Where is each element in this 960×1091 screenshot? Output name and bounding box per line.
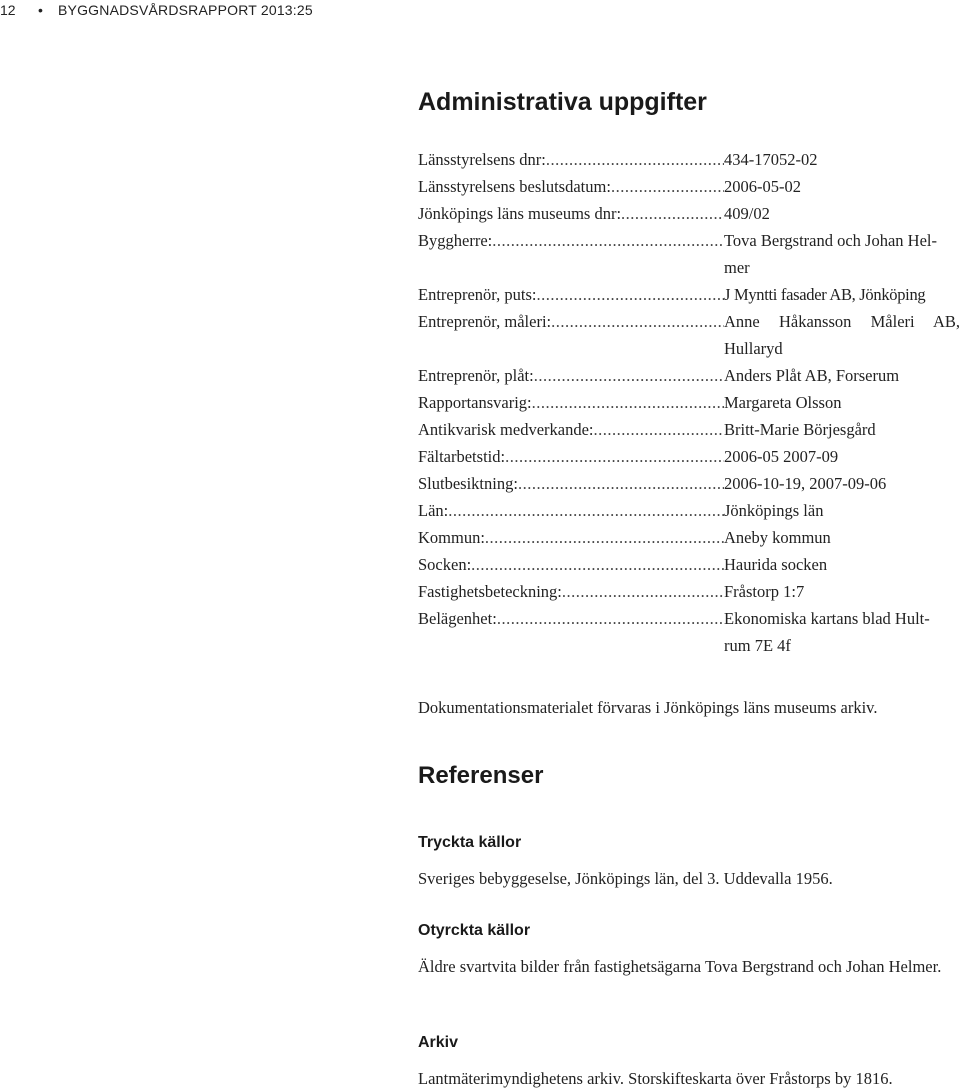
- info-row: [418, 578, 960, 605]
- info-value: 434-17052-02: [724, 150, 818, 169]
- info-row: [418, 200, 960, 227]
- info-row: [418, 416, 960, 443]
- info-label: Fältarbetstid:: [418, 447, 506, 466]
- info-value: 2006-05-02: [724, 177, 801, 196]
- info-value: 2006-10-19, 2007-09-06: [724, 474, 887, 493]
- info-value: Anne Håkansson Måleri AB, Hullaryd: [724, 312, 960, 358]
- archive-note: Dokumentationsmaterialet förvaras i Jönköpings läns museums arkiv.: [418, 698, 878, 717]
- page-number: 12: [0, 2, 16, 18]
- admin-heading: Administrativa uppgifter: [418, 88, 707, 116]
- unprinted-sources-text: Äldre svartvita bilder från fastighetsägarna Tova Bergstrand och Johan Helmer.: [418, 957, 942, 976]
- info-row: [418, 308, 960, 362]
- info-value: Britt-Marie Börjesgård: [724, 420, 876, 439]
- info-row: [418, 227, 960, 281]
- admin-info-list: [418, 146, 960, 659]
- info-row: [418, 470, 960, 497]
- info-label: Entreprenör, plåt:: [418, 366, 534, 385]
- printed-sources-text: Sveriges bebyggeselse, Jönköpings län, del 3. Uddevalla 1956.: [418, 869, 833, 888]
- info-value: Margareta Olsson: [724, 393, 842, 412]
- info-row: [418, 146, 960, 173]
- info-value: 2006-05 2007-09: [724, 447, 839, 466]
- header-bullet: •: [38, 2, 43, 18]
- info-row: [418, 497, 960, 524]
- info-label: Länsstyrelsens beslutsdatum:: [418, 177, 611, 196]
- info-label: Slutbesiktning:: [418, 474, 518, 493]
- info-value: J Myntti fasader AB, Jönköping: [724, 285, 926, 304]
- archive-text: Lantmäterimyndighetens arkiv. Storskifteskarta över Fråstorps by 1816.: [418, 1069, 893, 1088]
- info-label: Kommun:: [418, 528, 485, 547]
- info-row: [418, 443, 960, 470]
- references-heading: Referenser: [418, 762, 544, 789]
- info-row: [418, 551, 960, 578]
- info-value: Fråstorp 1:7: [724, 582, 805, 601]
- running-title: BYGGNADSVÅRDSRAPPORT 2013:25: [58, 2, 313, 18]
- info-label: Antikvarisk medverkande:: [418, 420, 594, 439]
- info-row: [418, 605, 960, 659]
- info-label: Länsstyrelsens dnr:: [418, 150, 546, 169]
- info-value: Jönköpings län: [724, 501, 824, 520]
- info-value: Ekonomiska kartans blad Hult- rum 7E 4f: [724, 609, 930, 655]
- info-value: Tova Bergstrand och Johan Hel- mer: [724, 231, 937, 277]
- printed-sources-heading: Tryckta källor: [418, 834, 522, 851]
- info-value: 409/02: [724, 204, 770, 223]
- info-label: Belägenhet:: [418, 609, 497, 628]
- info-label: Socken:: [418, 555, 472, 574]
- info-label: Rapportansvarig:: [418, 393, 532, 412]
- info-value: Anders Plåt AB, Forserum: [724, 366, 900, 385]
- info-row: [418, 362, 960, 389]
- info-label: Fastighetsbeteckning:: [418, 582, 562, 601]
- info-value: Haurida socken: [724, 555, 828, 574]
- info-label: Län:: [418, 501, 449, 520]
- info-row: [418, 524, 960, 551]
- unprinted-sources-heading: Otyrckta källor: [418, 922, 531, 939]
- info-label: Entreprenör, puts:: [418, 285, 537, 304]
- info-label: Byggherre:: [418, 231, 493, 250]
- archive-heading: Arkiv: [418, 1034, 459, 1051]
- info-label: Entreprenör, måleri:: [418, 312, 552, 331]
- info-row: [418, 173, 960, 200]
- info-row: [418, 389, 960, 416]
- running-header: [0, 0, 960, 22]
- info-value: Aneby kommun: [724, 528, 831, 547]
- info-row: [418, 281, 960, 308]
- info-label: Jönköpings läns museums dnr:: [418, 204, 622, 223]
